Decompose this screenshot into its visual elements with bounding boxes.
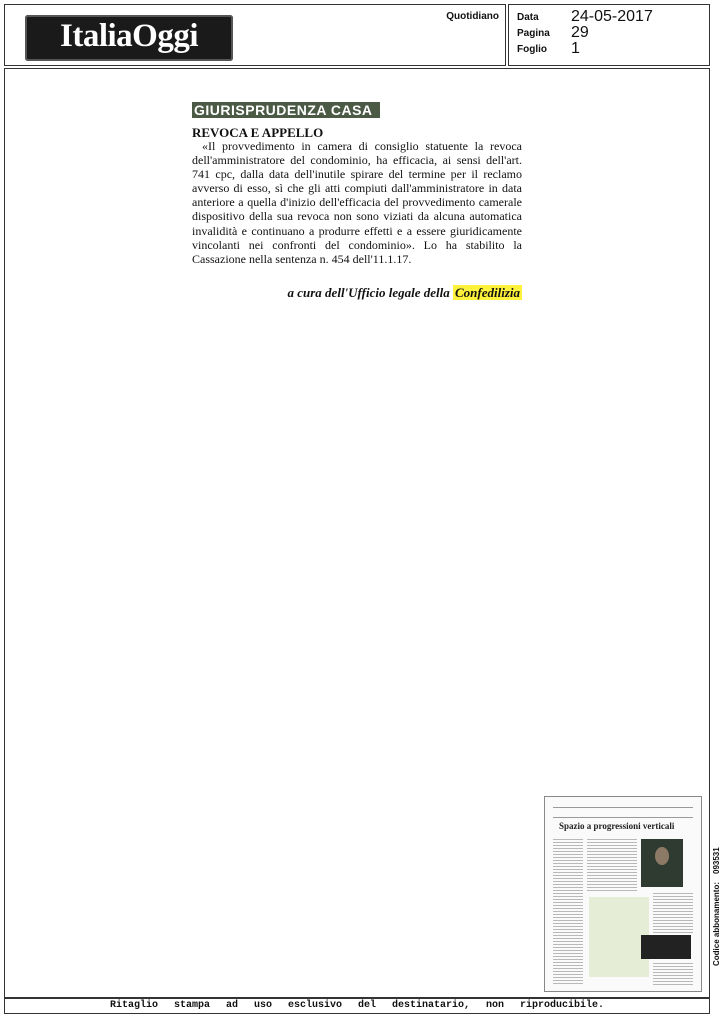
section-rubric: GIURISPRUDENZA CASA bbox=[192, 102, 380, 118]
thumb-text-column bbox=[653, 963, 693, 985]
meta-row-sheet bbox=[517, 40, 707, 58]
subscription-code bbox=[712, 847, 721, 966]
thumb-headline: Spazio a progressioni verticali bbox=[559, 821, 675, 831]
byline-organization: Confedilizia bbox=[454, 285, 520, 300]
thumb-text-column bbox=[587, 839, 637, 893]
article-title: REVOCA E APPELLO bbox=[192, 125, 324, 140]
thumb-dark-box bbox=[641, 935, 691, 959]
subscription-code-label: Codice abbonamento: bbox=[712, 881, 721, 966]
header-meta-panel bbox=[508, 4, 710, 66]
meta-key: Data bbox=[517, 12, 539, 23]
thumb-text-column bbox=[653, 893, 693, 933]
article-body: «Il provvedimento in camera di consiglio statuente la revoca dell'amministratore del condominio, ha efficacia, ai sensi dell'art. 741 cpc, dalla data dell'inutile spirare del termine per il reclamo avverso di esso, sì che gli atti compiuti dall'amministratore in data anteriore a quella d'inizio dell'efficacia del provvedimento camerale dispositivo della sua revoca non sono viziati da alcuna automatica invalidità e continuano a produrre effetti e a essere giuridicamente vincolanti nei confronti del condominio». Lo ha stabilito la Cassazione nella sentenza n. 454 dell'11.1.17. bbox=[192, 139, 522, 266]
footer-bar bbox=[4, 998, 710, 1014]
meta-value: 29 bbox=[571, 24, 589, 41]
footer-notice: Ritaglio stampa ad uso esclusivo del destinatario, non riproducibile. bbox=[109, 1000, 605, 1011]
article-byline bbox=[192, 285, 522, 301]
meta-value: 24-05-2017 bbox=[571, 8, 653, 25]
publication-type: Quotidiano bbox=[446, 11, 499, 22]
header-left-panel bbox=[4, 4, 506, 66]
thumb-rule bbox=[553, 817, 693, 818]
meta-value: 1 bbox=[571, 40, 580, 57]
thumb-photo bbox=[641, 839, 683, 887]
thumb-text-column bbox=[553, 839, 583, 985]
logo-text: ItaliaOggi bbox=[59, 18, 198, 54]
byline-prefix: a cura dell'Ufficio legale della bbox=[287, 285, 450, 300]
meta-key: Pagina bbox=[517, 28, 550, 39]
subscription-code-number: 093531 bbox=[712, 847, 721, 874]
thumb-highlight-box bbox=[589, 897, 649, 977]
page-thumbnail bbox=[544, 796, 702, 992]
thumb-rule bbox=[553, 807, 693, 808]
meta-key: Foglio bbox=[517, 44, 547, 55]
thumb-photo-face bbox=[655, 847, 669, 865]
italiaoggi-logo bbox=[25, 15, 233, 61]
